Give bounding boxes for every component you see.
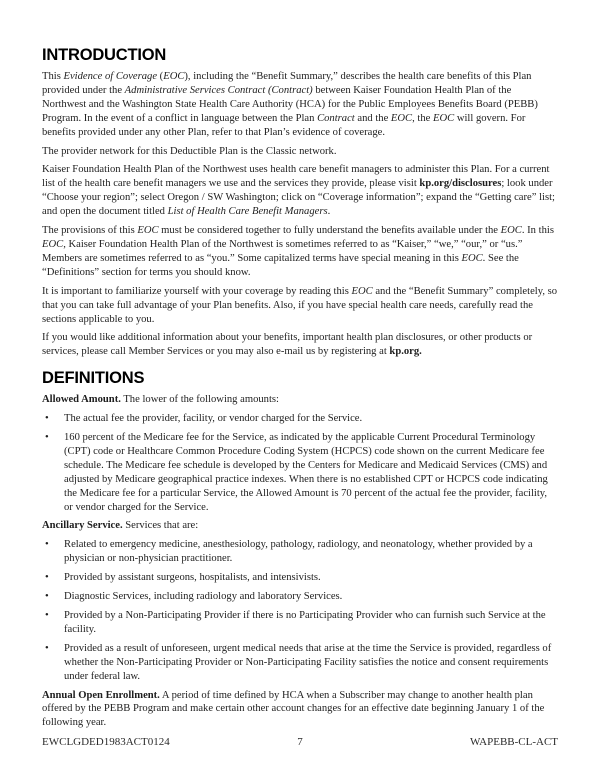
bullet-icon: • — [45, 413, 49, 425]
list-item-text: 160 percent of the Medicare fee for the Service, as indicated by the applicable Current Procedural Terminology (CPT) code or Healthcare Common Procedure Coding System (HCPCS) code shown on the current Medicare fee schedule. The Medicare fee schedule is developed by the Centers for Medicare and Medicaid Services (CMS) and adjusted by Medicare geographical practice indexes. When there is no established CPT or HCPCS code indicating the Medicare fee for a particular Service, the Allowed Amount is 70 percent of the actual fee the provider, facility, or vendor charged for the Service. — [64, 432, 548, 513]
bullet-icon: • — [45, 432, 49, 444]
ancillary-service-item-2 — [42, 571, 558, 585]
list-item-text: Provided by a Non-Participating Provider if there is no Participating Provider who can furnish such Service at the facility. — [64, 610, 546, 635]
annual-open-enrollment-definition: Annual Open Enrollment. A period of time defined by HCA when a Subscriber may change to another health plan offered by the PEBB Program and make certain other account changes for an effective date beginning January 1 of the following year. — [42, 689, 545, 729]
list-item-text: Related to emergency medicine, anesthesiology, pathology, radiology, and neonatology, whether provided by a physician or non-physician practitioner. — [64, 539, 533, 565]
bullet-icon: • — [45, 642, 49, 654]
footer-form-number: EWCLGDED1983ACT0124 — [42, 736, 170, 748]
definitions-heading: DEFINITIONS — [42, 369, 145, 388]
list-item-text: Diagnostic Services, including radiology and laboratory Services. — [64, 591, 343, 603]
page-number: 7 — [297, 736, 303, 748]
intro-paragraph-3: Kaiser Foundation Health Plan of the Northwest uses health care benefit managers to administer this Plan. For a current list of the health care benefit managers we use and the services they provide, please visit kp.org/disclosures; look under “Choose your region”; select Oregon / SW Washington; click on “Coverage information”; expand the “Getting care” list; and open the document titled List of Health Care Benefit Managers. — [42, 164, 555, 218]
intro-paragraph-1: This Evidence of Coverage (EOC), including the “Benefit Summary,” describes the health care benefits of this Plan provided under the Administrative Services Contract (Contract) between Kaiser Foundation Health Plan of the Northwest and the Washington State Health Care Authority (HCA) for the Public Employees Benefits Board (PEBB) Program. In the event of a conflict in language between the Plan Contract and the EOC, the EOC will govern. For benefits provided under any other Plan, refer to that Plan’s evidence of coverage. — [42, 71, 538, 138]
list-item-text: The actual fee the provider, facility, or vendor charged for the Service. — [64, 413, 363, 425]
ancillary-service-item-3 — [42, 590, 558, 604]
intro-paragraph-4: The provisions of this EOC must be considered together to fully understand the benefits available under the EOC. In this EOC, Kaiser Foundation Health Plan of the Northwest is sometimes referred to as “Kaiser,” “we,” “our,” or “us.” Members are sometimes referred to as “you.” Some capitalized terms have special meaning in this EOC. See the “Definitions” section for terms you should know. — [42, 225, 554, 278]
intro-paragraph-5: It is important to familiarize yourself with your coverage by reading this EOC and the “Benefit Summary” completely, so that you can take full advantage of your Plan benefits. Also, if you have special health care needs, carefully read the sections applicable to you. — [42, 285, 558, 325]
allowed-amount-item-1 — [42, 412, 558, 426]
bullet-icon: • — [45, 539, 49, 551]
ancillary-service-item-4 — [42, 609, 558, 637]
allowed-amount-item-2 — [42, 431, 558, 514]
introduction-heading: INTRODUCTION — [42, 46, 167, 64]
allowed-amount-definition: Allowed Amount. The lower of the following amounts: — [42, 394, 279, 406]
page-footer — [42, 736, 558, 748]
ancillary-service-item-1 — [42, 538, 558, 566]
document-body — [42, 46, 558, 730]
ancillary-service-definition: Ancillary Service. Services that are: — [42, 520, 199, 532]
bullet-icon: • — [45, 572, 49, 584]
footer-plan-code: WAPEBB-CL-ACT — [470, 736, 558, 748]
bullet-icon: • — [45, 610, 49, 621]
list-item-text: Provided by assistant surgeons, hospitalists, and intensivists. — [64, 572, 321, 584]
intro-paragraph-2: The provider network for this Deductible Plan is the Classic network. — [42, 145, 337, 157]
list-item-text: Provided as a result of unforeseen, urgent medical needs that arise at the time the Service is provided, regardless of whether the Non-Participating Provider or Non-Participating Facility satisfies the notice and consent requirements under federal law. — [64, 642, 552, 682]
ancillary-service-item-5 — [42, 642, 558, 684]
bullet-icon: • — [45, 591, 49, 603]
intro-paragraph-6: If you would like additional information about your benefits, important health plan disclosures, or other products or services, please call Member Services or you may also e-mail us by registering at kp.org. — [42, 332, 533, 358]
